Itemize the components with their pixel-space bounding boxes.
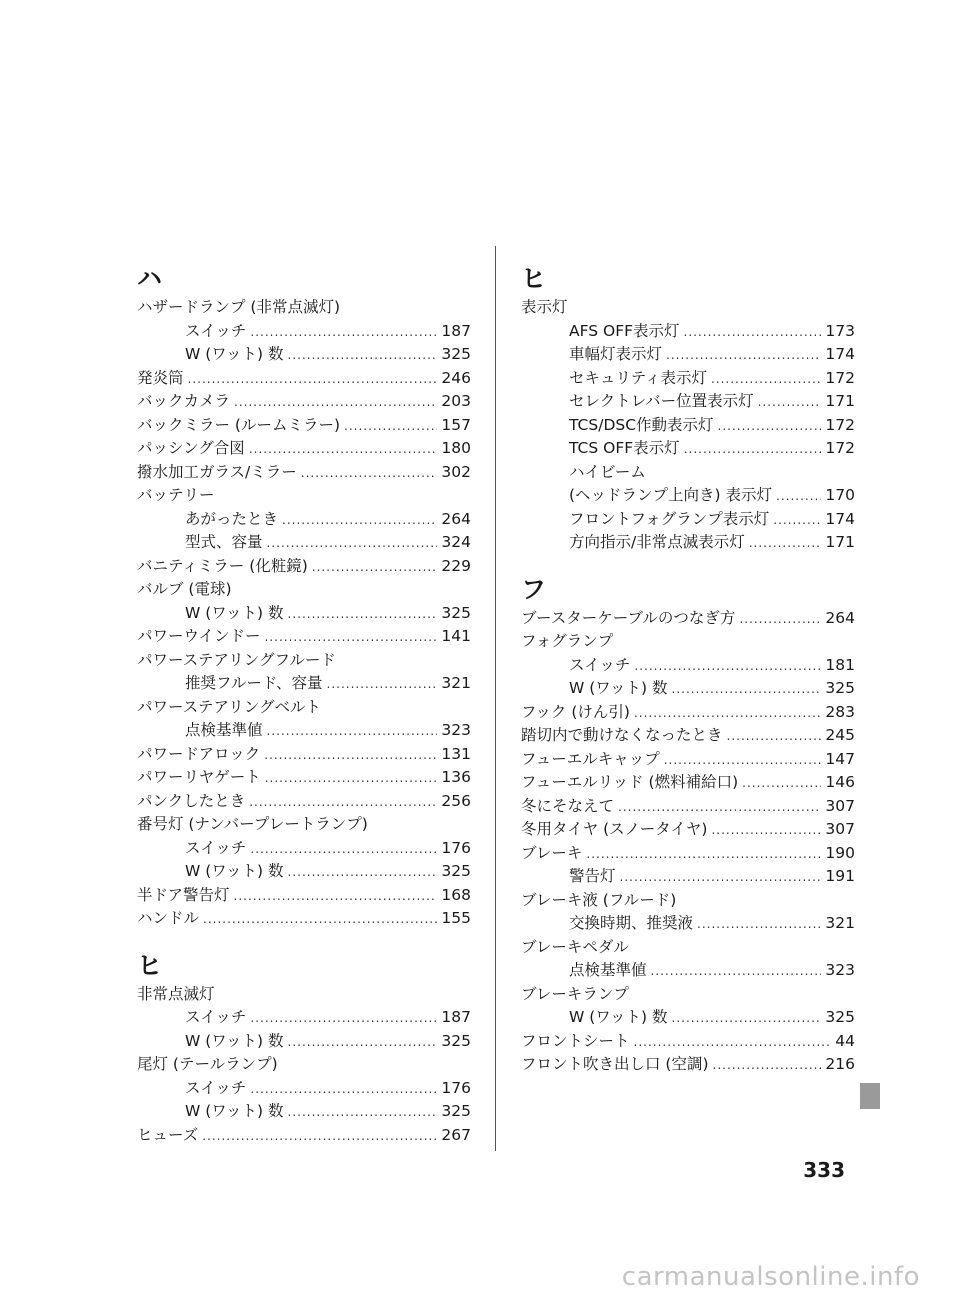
entry-label: ブレーキペダル (521, 937, 629, 956)
index-entry (137, 437, 471, 461)
entry-label: ブレーキランプ (521, 984, 629, 1003)
leader-dots (713, 1054, 822, 1078)
index-entry (137, 414, 471, 438)
leader-dots (312, 556, 438, 580)
entry-page-number: 157 (441, 415, 471, 434)
section-heading: ヒ (521, 264, 547, 293)
entry-label: 半ドア警告灯 (137, 885, 230, 904)
leader-dots (634, 655, 821, 679)
entry-label: バニティミラー (化粧鏡) (137, 556, 308, 575)
entry-page-number: 267 (441, 1125, 471, 1144)
entry-page-number: 44 (835, 1031, 855, 1050)
index-entry (521, 724, 855, 748)
index-subentry (521, 320, 855, 344)
leader-dots (727, 725, 822, 749)
leader-dots (711, 819, 821, 843)
index-subentry (137, 837, 471, 861)
leader-dots (250, 1078, 437, 1102)
leader-dots (773, 509, 821, 533)
index-entry (137, 555, 471, 579)
entry-page-number: 323 (825, 961, 855, 979)
section-heading: ハ (137, 264, 163, 293)
index-entry (137, 649, 471, 673)
entry-label: パワードアロック (137, 744, 261, 763)
leader-dots (718, 415, 822, 439)
index-subentry (521, 508, 855, 532)
entry-label: 冬用タイヤ (スノータイヤ) (521, 820, 708, 838)
index-subentry (137, 672, 471, 696)
entry-page-number: 187 (441, 321, 471, 340)
entry-page-number: 172 (825, 368, 855, 387)
leader-dots (697, 913, 821, 937)
entry-label: パワーウインドー (137, 627, 261, 645)
entry-label: パワーステアリングベルト (137, 697, 321, 716)
entry-label: W (ワット) 数 (185, 1102, 284, 1120)
leader-dots (267, 532, 438, 556)
entry-label: 車幅灯表示灯 (569, 345, 663, 363)
entry-page-number: 141 (441, 627, 471, 645)
leader-dots (327, 673, 438, 697)
watermark: carmanualsonline.info (621, 1262, 920, 1292)
index-subentry (137, 320, 471, 344)
index-entry (137, 884, 471, 908)
leader-dots (265, 767, 438, 791)
entry-page-number: 264 (825, 608, 855, 627)
entry-page-number: 168 (441, 885, 471, 904)
entry-label: スイッチ (185, 1078, 247, 1097)
entry-label: TCS OFF表示灯 (569, 439, 680, 457)
entry-label: 表示灯 (521, 298, 568, 316)
entry-label: 冬にそなえて (521, 796, 615, 815)
entry-label: パンクしたとき (137, 791, 246, 810)
entry-label: ブースターケーブルのつなぎ方 (521, 608, 736, 627)
index-entry (521, 795, 855, 819)
entry-label: スイッチ (569, 655, 631, 674)
index-subentry (137, 1077, 471, 1101)
entry-label: 踏切内で動けなくなったとき (521, 726, 723, 744)
leader-dots (264, 744, 437, 768)
index-entry (137, 484, 471, 508)
entry-label: ヒューズ (137, 1125, 199, 1144)
leader-dots (620, 866, 822, 890)
entry-label: フューエルリッド (燃料補給口) (521, 773, 739, 791)
entry-page-number: 325 (825, 1008, 855, 1026)
entry-label: W (ワット) 数 (185, 345, 284, 363)
entry-label: ブレーキ (521, 843, 583, 862)
index-entry (137, 766, 471, 790)
leader-dots (288, 1101, 438, 1125)
leader-dots (739, 608, 821, 632)
entry-label: TCS/DSC作動表示灯 (569, 415, 714, 434)
index-subentry (521, 390, 855, 414)
entry-label: フロントフォグランプ表示灯 (569, 509, 770, 528)
index-entry (137, 390, 471, 414)
leader-dots (250, 321, 437, 345)
entry-page-number: 155 (441, 909, 471, 927)
index-entry (137, 296, 471, 320)
entry-label: フューエルキャップ (521, 749, 660, 768)
index-entry (521, 818, 855, 842)
entry-page-number: 180 (441, 439, 471, 457)
entry-page-number: 321 (441, 674, 471, 692)
leader-dots (288, 1031, 438, 1055)
index-subentry (521, 654, 855, 678)
entry-label: バルブ (電球) (137, 580, 232, 598)
entry-page-number: 302 (441, 462, 471, 481)
leader-dots (634, 702, 821, 726)
index-section (521, 573, 855, 1077)
leader-dots (711, 368, 821, 392)
entry-label: W (ワット) 数 (185, 862, 284, 880)
entry-page-number: 246 (441, 368, 471, 387)
entry-label: フロントシート (521, 1031, 630, 1050)
index-entry (137, 578, 471, 602)
leader-dots (758, 391, 822, 415)
entry-label: 点検基準値 (185, 721, 263, 739)
leader-dots (188, 368, 438, 392)
index-subentry (137, 531, 471, 555)
index-entry (137, 813, 471, 837)
entry-page-number: 174 (825, 345, 855, 363)
index-subentry (137, 1006, 471, 1030)
entry-page-number: 245 (825, 726, 855, 744)
entry-label: W (ワット) 数 (569, 1008, 668, 1026)
index-subentry (137, 508, 471, 532)
entry-page-number: 325 (441, 603, 471, 622)
entry-page-number: 325 (825, 679, 855, 697)
index-subentry (137, 1100, 471, 1124)
index-subentry (521, 1006, 855, 1030)
index-entry (137, 696, 471, 720)
entry-label: ブレーキ液 (フルード) (521, 890, 677, 909)
entry-page-number: 173 (825, 321, 855, 340)
entry-page-number: 307 (825, 796, 855, 815)
index-column-right (521, 262, 855, 1095)
entry-page-number: 321 (825, 914, 855, 932)
entry-page-number: 191 (825, 867, 855, 885)
entry-label: 点検基準値 (569, 961, 647, 979)
index-entry (521, 296, 855, 320)
index-entry (521, 748, 855, 772)
index-subentry (137, 719, 471, 743)
leader-dots (586, 843, 821, 867)
leader-dots (265, 626, 438, 650)
entry-label: パッシング合図 (137, 439, 245, 457)
entry-page-number: 131 (441, 744, 471, 763)
entry-page-number: 203 (441, 392, 471, 410)
page-number: 333 (803, 1158, 845, 1182)
index-column-left (137, 262, 471, 1165)
entry-label: パワーリヤゲート (137, 768, 261, 786)
entry-page-number: 283 (825, 702, 855, 721)
entry-label: スイッチ (185, 838, 247, 857)
entry-label: あがったとき (185, 509, 279, 528)
leader-dots (776, 485, 821, 509)
index-subentry (521, 531, 855, 555)
index-subentry (521, 414, 855, 438)
entry-page-number: 324 (441, 533, 471, 551)
leader-dots (301, 462, 438, 486)
entry-label: 尾灯 (テールランプ) (137, 1055, 278, 1073)
entry-page-number: 187 (441, 1008, 471, 1026)
entry-label: バッテリー (137, 486, 215, 504)
entry-label: セレクトレバー位置表示灯 (569, 392, 754, 410)
entry-label: ハンドル (137, 909, 200, 927)
leader-dots (250, 1007, 437, 1031)
leader-dots (249, 791, 437, 815)
index-section (521, 262, 855, 555)
entry-label: 非常点滅灯 (137, 984, 215, 1003)
index-entry (137, 743, 471, 767)
entry-label: スイッチ (185, 1008, 247, 1026)
index-entry (521, 630, 855, 654)
index-subentry (521, 367, 855, 391)
index-entry (521, 983, 855, 1007)
entry-page-number: 174 (825, 509, 855, 528)
index-subentry (137, 343, 471, 367)
leader-dots (672, 1007, 822, 1031)
entry-page-number: 216 (825, 1055, 855, 1073)
index-entry (521, 771, 855, 795)
leader-dots (282, 509, 437, 533)
index-entry (137, 625, 471, 649)
leader-dots (742, 772, 821, 796)
leader-dots (666, 344, 821, 368)
leader-dots (672, 678, 822, 702)
entry-label: 番号灯 (ナンバープレートランプ) (137, 815, 368, 833)
entry-page-number: 172 (825, 439, 855, 457)
entry-page-number: 170 (825, 486, 855, 504)
entry-page-number: 172 (825, 415, 855, 434)
entry-label: 型式、容量 (185, 533, 263, 551)
entry-page-number: 307 (825, 820, 855, 838)
entry-page-number: 256 (441, 791, 471, 810)
column-divider (495, 246, 496, 1151)
leader-dots (267, 720, 438, 744)
leader-dots (288, 861, 438, 885)
index-subentry (521, 677, 855, 701)
entry-label: セキュリティ表示灯 (569, 368, 707, 387)
leader-dots (618, 796, 821, 820)
section-heading: ヒ (137, 950, 163, 980)
entry-label: ハザードランプ (非常点滅灯) (137, 298, 341, 316)
index-entry (521, 936, 855, 960)
entry-label: 発炎筒 (137, 368, 184, 387)
entry-page-number: 323 (441, 721, 471, 739)
index-entry (137, 1124, 471, 1148)
entry-page-number: 136 (441, 768, 471, 786)
index-subentry (137, 1030, 471, 1054)
entry-label: W (ワット) 数 (569, 679, 668, 697)
entry-label: ハイビーム (569, 462, 646, 481)
entry-label: (ヘッドランプ上向き) 表示灯 (569, 486, 773, 504)
entry-page-number: 325 (441, 345, 471, 363)
section-heading: フ (521, 574, 547, 604)
section-thumb-tab (860, 1083, 880, 1109)
index-subentry (521, 912, 855, 936)
index-subentry (137, 602, 471, 626)
entry-label: 方向指示/非常点滅表示灯 (569, 533, 745, 551)
leader-dots (634, 1031, 832, 1055)
index-subentry (137, 860, 471, 884)
index-entry (137, 461, 471, 485)
index-entry (521, 1030, 855, 1054)
index-entry (137, 790, 471, 814)
leader-dots (288, 344, 438, 368)
index-entry (521, 889, 855, 913)
leader-dots (234, 391, 437, 415)
entry-page-number: 325 (441, 862, 471, 880)
entry-label: フロント吹き出し口 (空調) (521, 1055, 709, 1073)
index-section (137, 262, 471, 931)
leader-dots (684, 438, 822, 462)
entry-page-number: 171 (825, 392, 855, 410)
entry-label: バックミラー (ルームミラー) (137, 415, 341, 434)
leader-dots (749, 532, 822, 556)
entry-page-number: 176 (441, 1078, 471, 1097)
entry-page-number: 325 (441, 1031, 471, 1050)
entry-label: フック (けん引) (521, 702, 630, 721)
leader-dots (234, 885, 438, 909)
entry-page-number: 325 (441, 1102, 471, 1120)
entry-page-number: 171 (825, 533, 855, 551)
entry-page-number: 181 (825, 655, 855, 674)
entry-label: 推奨フルード、容量 (185, 674, 323, 692)
entry-page-number: 229 (441, 556, 471, 575)
index-entry (521, 607, 855, 631)
index-entry (521, 1053, 855, 1077)
leader-dots (664, 749, 822, 773)
entry-label: スイッチ (185, 321, 247, 340)
index-entry (521, 701, 855, 725)
entry-label: 撥水加工ガラス/ミラー (137, 462, 297, 481)
index-entry (521, 842, 855, 866)
index-subentry (521, 865, 855, 889)
entry-label: バックカメラ (137, 392, 231, 410)
index-subentry (521, 484, 855, 508)
entry-label: W (ワット) 数 (185, 603, 284, 622)
index-section (137, 949, 471, 1148)
leader-dots (288, 603, 438, 627)
entry-label: 警告灯 (569, 867, 616, 885)
index-subentry (521, 343, 855, 367)
entry-page-number: 176 (441, 838, 471, 857)
entry-label: パワーステアリングフルード (137, 650, 336, 669)
index-subentry (521, 437, 855, 461)
entry-page-number: 264 (441, 509, 471, 528)
entry-label: AFS OFF表示灯 (569, 321, 680, 340)
index-entry (137, 1053, 471, 1077)
entry-page-number: 190 (825, 843, 855, 862)
leader-dots (651, 960, 822, 984)
leader-dots (202, 1125, 437, 1149)
index-subentry (521, 461, 855, 485)
leader-dots (684, 321, 822, 345)
index-entry (137, 367, 471, 391)
leader-dots (249, 438, 438, 462)
index-entry (137, 907, 471, 931)
leader-dots (344, 415, 437, 439)
entry-page-number: 147 (825, 749, 855, 768)
index-subentry (521, 959, 855, 983)
entry-label: 交換時期、推奨液 (569, 914, 694, 932)
leader-dots (203, 908, 437, 932)
index-entry (137, 983, 471, 1007)
leader-dots (250, 838, 437, 862)
entry-page-number: 146 (825, 773, 855, 791)
entry-label: W (ワット) 数 (185, 1031, 284, 1050)
entry-label: フォグランプ (521, 632, 614, 650)
